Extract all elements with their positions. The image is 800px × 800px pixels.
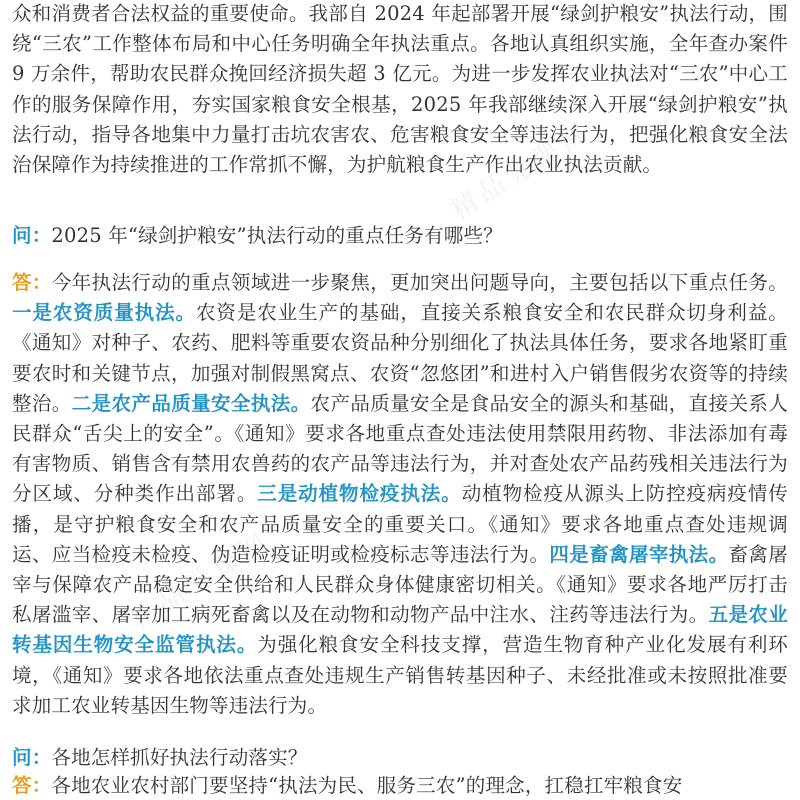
question-1 — [12, 221, 788, 251]
question-label: 问： — [12, 746, 52, 769]
task-heading-3: 三是动植物检疫执法。 — [257, 482, 462, 506]
question-text: 各地怎样抓好执法行动落实？ — [51, 746, 308, 769]
answer-intro: 今年执法行动的重点领域进一步聚焦，更加突出问题导向，主要包括以下重点任务。 — [51, 271, 788, 294]
answer-text: 各地农业农村部门要坚持“执法为民、服务三农”的理念，扛稳扛牢粮食安 — [51, 774, 683, 797]
task-heading-1: 一是农资质量执法。 — [12, 301, 196, 325]
task-heading-4: 四是畜禽屠宰执法。 — [549, 542, 729, 566]
watermark: 精品党课网 — [125, 525, 278, 636]
task-text-1: 农资是农业生产的基础，直接关系粮食安全和农民群众切身利益。《通知》对种子、农药、肥料等重要农资品种分别细化了执法具体任务，要求各地紧盯重要农时和关键节点，加强对制假黑窝点、农资“忽悠团”和进村入户销售假劣农资等的持续整治。 — [12, 301, 788, 415]
watermark: 精品党课网 — [445, 115, 598, 226]
task-text-3: 动植物检疫从源头上防控疫病疫情传播，是守护粮食安全和农产品质量安全的重要关口。《通知》要求各地重点查处违规调运、应当检疫未检疫、伪造检疫证明或检疫标志等违法行为。 — [12, 482, 788, 566]
question-2 — [12, 743, 788, 773]
task-text-2: 农产品质量安全是食品安全的源头和基础，直接关系人民群众“舌尖上的安全”。《通知》要求各地重点查处违法使用禁限用药物、非法添加有毒有害物质、销售含有禁用农兽药的农产品等违法行为，并对查处农产品药残相关违法行为分区域、分种类作出部署。 — [12, 391, 788, 506]
question-label: 问： — [12, 224, 52, 247]
question-text: 2025 年“绿剑护粮安”执法行动的重点任务有哪些？ — [51, 224, 503, 247]
answer-1 — [12, 268, 788, 721]
answer-label: 答： — [12, 271, 52, 294]
task-text-5: 为强化粮食安全科技支撑，营造生物育种产业化发展有利环境，《通知》要求各地依法重点查处违规生产销售转基因种子、未经批准或未按照批准要求加工农业转基因生物等违法行为。 — [12, 633, 789, 717]
intro-paragraph: 众和消费者合法权益的重要使命。我部自 2024 年起部署开展“绿剑护粮安”执法行动，围绕“三农”工作整体布局和中心任务明确全年执法重点。各地认真组织实施，全年查办案件 9 万余件，帮助农民群众挽回经济损失超 3 亿元。为进一步发挥农业执法对“三农”中心工作的服务保障作用，夯实国家粮食安全根基，2025 年我部继续深入开展“绿剑护粮安”执法行动，指导各地集中力量打击坑农害农、危害粮食安全等违法行为，把强化粮食安全法治保障作为持续推进的工作常抓不懈，为护航粮食生产作出农业执法贡献。 — [12, 2, 788, 177]
answer-2 — [12, 771, 788, 800]
task-heading-5: 五是农业转基因生物安全监管执法。 — [12, 603, 788, 657]
answer-label: 答： — [12, 774, 52, 797]
task-text-4: 畜禽屠宰与保障农产品稳定安全供给和人民群众身体健康密切相关。《通知》要求各地严厉打击私屠滥宰、屠宰加工病死畜禽以及在动物和动物产品中注水、注药等违法行为。 — [12, 542, 788, 627]
task-heading-2: 二是农产品质量安全执法。 — [71, 391, 311, 415]
